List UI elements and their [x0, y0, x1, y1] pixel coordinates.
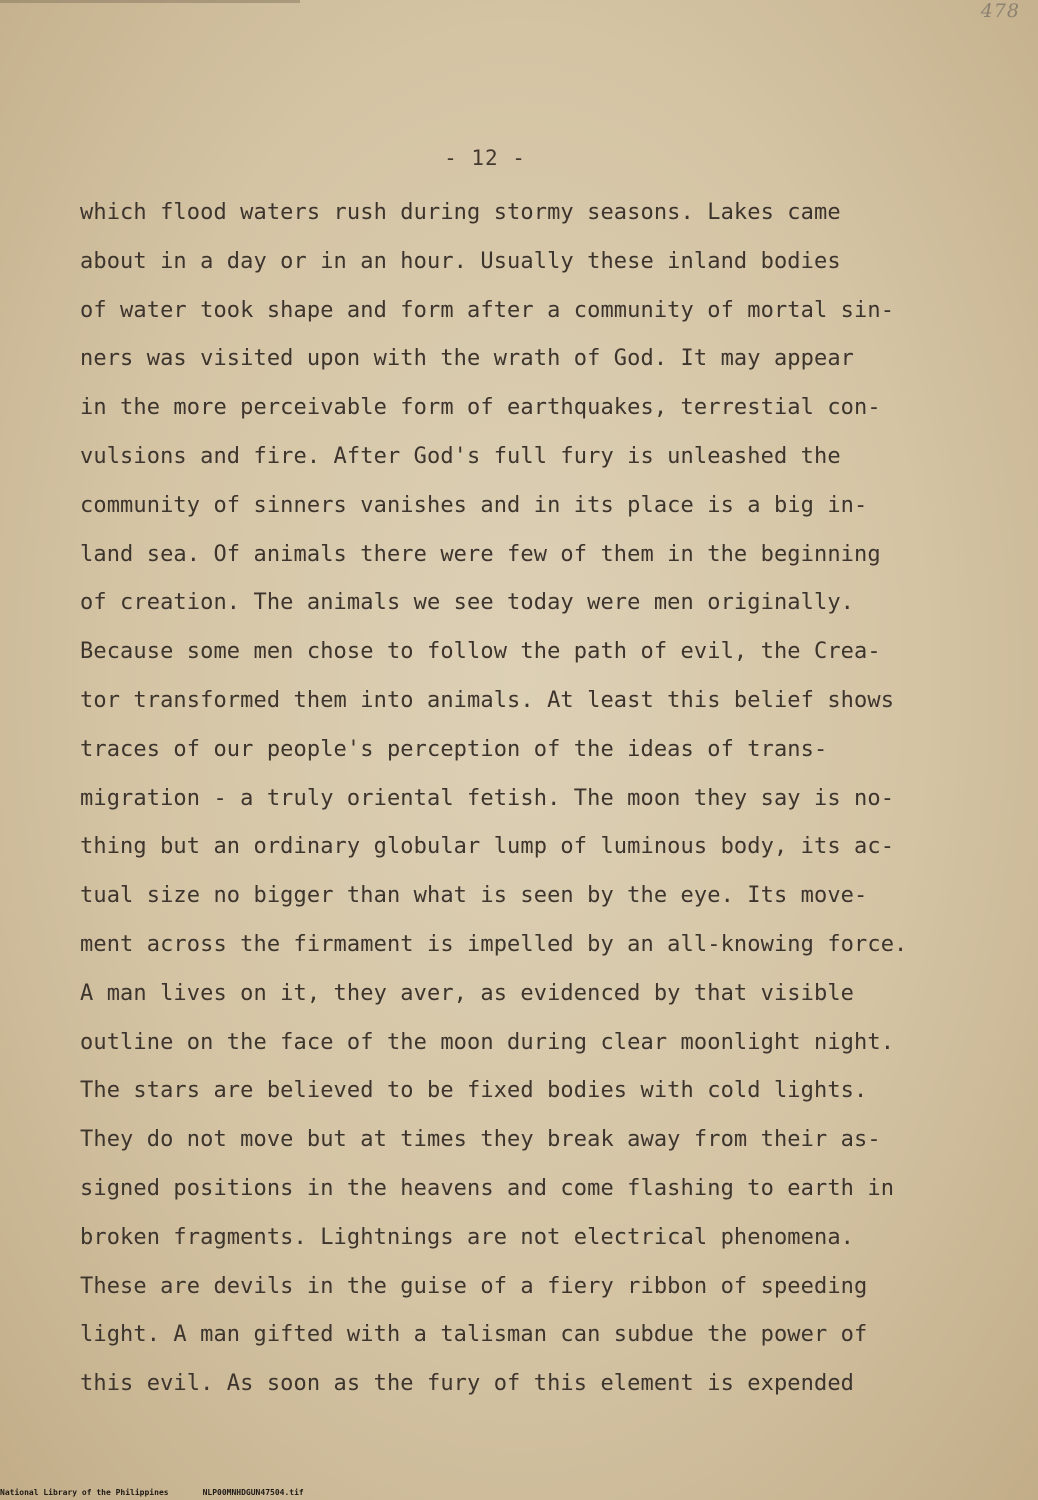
text-line: thing but an ordinary globular lump of luminous body, its ac-	[80, 834, 895, 860]
text-line: signed positions in the heavens and come flashing to earth in	[80, 1175, 895, 1201]
footer-filename: NLP00MNHDGUN47504.tif	[202, 1488, 304, 1497]
text-line: of water took shape and form after a community of mortal sin-	[80, 297, 895, 323]
text-line: ment across the firmament is impelled by an all-knowing force.	[80, 931, 908, 957]
page-number: - 12 -	[444, 146, 526, 170]
text-line: migration - a truly oriental fetish. The moon they say is no-	[80, 785, 895, 811]
text-line: about in a day or in an hour. Usually these inland bodies	[80, 248, 841, 274]
text-line: A man lives on it, they aver, as evidenced by that visible	[80, 980, 855, 1006]
text-line: outline on the face of the moon during clear moonlight night.	[80, 1029, 895, 1055]
text-line: land sea. Of animals there were few of them in the beginning	[80, 541, 881, 567]
body-text	[80, 196, 1000, 1416]
text-line: ners was visited upon with the wrath of God. It may appear	[80, 346, 855, 372]
scan-footer	[0, 1488, 304, 1498]
text-line: this evil. As soon as the fury of this element is expended	[80, 1371, 855, 1397]
text-line: vulsions and fire. After God's full fury is unleashed the	[80, 443, 841, 469]
text-line: They do not move but at times they break away from their as-	[80, 1127, 881, 1153]
text-line: broken fragments. Lightnings are not electrical phenomena.	[80, 1224, 855, 1250]
text-line: Because some men chose to follow the path of evil, the Crea-	[80, 639, 881, 665]
text-line: tor transformed them into animals. At least this belief shows	[80, 687, 895, 713]
top-edge-rule	[0, 0, 300, 3]
text-line: The stars are believed to be fixed bodies with cold lights.	[80, 1078, 868, 1104]
text-line: tual size no bigger than what is seen by the eye. Its move-	[80, 883, 868, 909]
footer-library: National Library of the Philippines	[0, 1488, 169, 1497]
corner-page-note: 478	[980, 0, 1020, 22]
text-line: in the more perceivable form of earthquakes, terrestial con-	[80, 395, 881, 421]
text-line: traces of our people's perception of the ideas of trans-	[80, 736, 828, 762]
text-line: of creation. The animals we see today were men originally.	[80, 590, 855, 616]
text-line: community of sinners vanishes and in its place is a big in-	[80, 492, 868, 518]
text-line: which flood waters rush during stormy seasons. Lakes came	[80, 200, 841, 225]
text-line: light. A man gifted with a talisman can subdue the power of	[80, 1322, 868, 1348]
text-line: These are devils in the guise of a fiery ribbon of speeding	[80, 1273, 868, 1299]
